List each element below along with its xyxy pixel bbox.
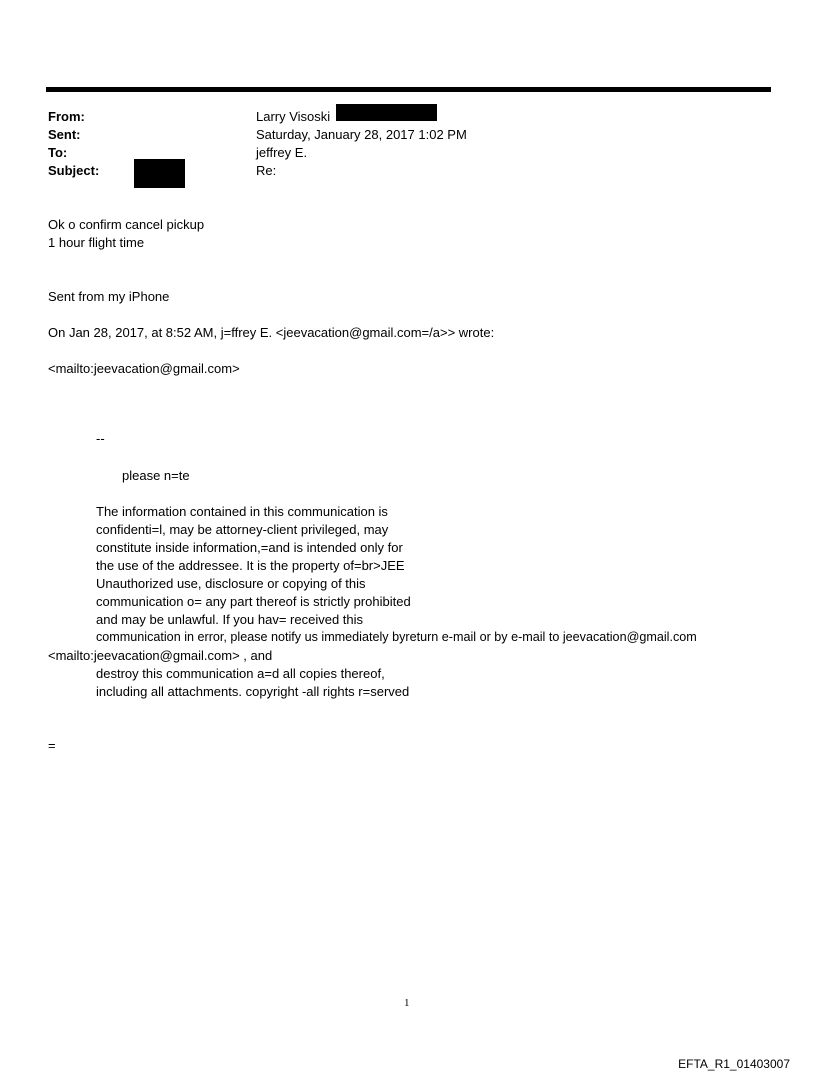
disclaimer-line: the use of the addressee. It is the property of=br>JEE — [96, 558, 405, 573]
signature: Sent from my iPhone — [48, 289, 170, 304]
subject-value: Re: — [256, 163, 277, 178]
disclaimer-line: including all attachments. copyright -all rights r=served — [96, 684, 410, 699]
disclaimer-mailto: <mailto:jeevacation@gmail.com> , and — [48, 648, 273, 663]
disclaimer-line: destroy this communication a=d all copies thereof, — [96, 666, 385, 681]
trailer: = — [48, 738, 56, 753]
sent-label: Sent: — [48, 127, 81, 142]
reply-line: Ok o confirm cancel pickup — [48, 217, 205, 232]
note: please n=te — [122, 468, 190, 483]
disclaimer-line: communication o= any part thereof is strictly prohibited — [96, 594, 411, 609]
from-value: Larry Visoski — [256, 109, 331, 124]
redaction-from-email — [336, 104, 437, 121]
sent-value: Saturday, January 28, 2017 1:02 PM — [256, 127, 467, 142]
disclaimer-line: The information contained in this communication is — [96, 504, 388, 519]
disclaimer-line: constitute inside information,=and is intended only for — [96, 540, 403, 555]
mailto-line: <mailto:jeevacation@gmail.com> — [48, 361, 240, 376]
from-label: From: — [48, 109, 85, 124]
to-label: To: — [48, 145, 68, 160]
disclaimer-line: and may be unlawful. If you hav= received this — [96, 612, 364, 627]
page-number: 1 — [404, 997, 410, 1009]
quote-header: On Jan 28, 2017, at 8:52 AM, j=ffrey E. <jeevacation@gmail.com=/a>> wrote: — [48, 325, 495, 340]
redaction-subject — [134, 159, 185, 188]
separator: -- — [96, 431, 105, 446]
document-id: EFTA_R1_01403007 — [678, 1057, 790, 1071]
header-rule — [46, 87, 771, 92]
to-value: jeffrey E. — [256, 145, 308, 160]
reply-line: 1 hour flight time — [48, 235, 145, 250]
disclaimer-line: confidenti=l, may be attorney-client privileged, may — [96, 522, 389, 537]
disclaimer-line: Unauthorized use, disclosure or copying of this — [96, 576, 366, 591]
disclaimer-line: communication in error, please notify us immediately byreturn e-mail or by e-mail to jeevacation@gmail.com — [96, 630, 697, 644]
subject-label: Subject: — [48, 163, 100, 178]
